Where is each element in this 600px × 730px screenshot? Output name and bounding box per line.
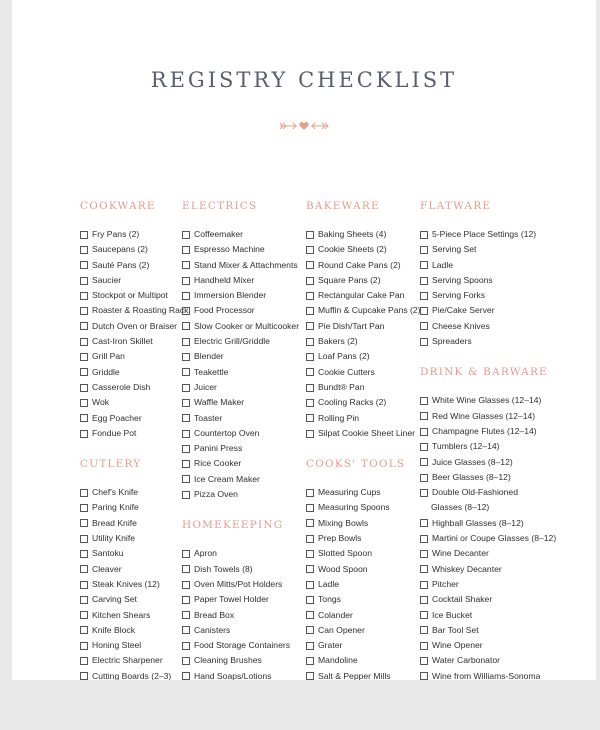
checkbox[interactable]	[182, 414, 190, 422]
checklist-item[interactable]: Electric Sharpener	[80, 653, 180, 668]
checklist-item[interactable]: Kitchen Shears	[80, 608, 180, 623]
checklist-item[interactable]: White Wine Glasses (12–14)	[420, 393, 550, 408]
checklist-item[interactable]: Pitcher	[420, 577, 550, 592]
checklist-item[interactable]: Roaster & Roasting Rack	[80, 303, 180, 318]
checkbox[interactable]	[182, 611, 190, 619]
checkbox[interactable]	[306, 353, 314, 361]
cutlery-list	[80, 485, 180, 680]
checklist-item[interactable]: Paper Towel Holder	[182, 592, 297, 607]
checklist-item[interactable]: Dutch Oven or Braiser	[80, 319, 180, 334]
checkbox[interactable]	[182, 657, 190, 665]
checklist-item[interactable]: Measuring Cups	[306, 485, 416, 500]
checklist-item[interactable]: Paring Knife	[80, 500, 180, 515]
section-heading-bakeware: BAKEWARE	[306, 200, 380, 212]
checkbox[interactable]	[80, 414, 88, 422]
checkbox[interactable]	[306, 338, 314, 346]
section-heading-cooks-tools: COOKS' TOOLS	[306, 458, 406, 471]
checkbox[interactable]	[306, 399, 314, 407]
checkbox[interactable]	[420, 581, 428, 589]
checkbox[interactable]	[420, 657, 428, 665]
checklist-item[interactable]: Rolling Pin	[306, 411, 416, 426]
checklist-item[interactable]: Beer Glasses (8–12)	[420, 470, 550, 485]
checkbox[interactable]	[306, 657, 314, 665]
checkbox[interactable]	[420, 535, 428, 543]
checklist-item[interactable]: Juice Glasses (8–12)	[420, 455, 550, 470]
checkbox[interactable]	[306, 550, 314, 558]
checkbox[interactable]	[420, 626, 428, 634]
checkbox[interactable]	[182, 384, 190, 392]
checkbox[interactable]	[420, 338, 428, 346]
checkbox[interactable]	[306, 368, 314, 376]
checklist-item[interactable]: Mixing Bowls	[306, 516, 416, 531]
checklist-item[interactable]: Water Carbonator	[420, 653, 550, 668]
checklist-item[interactable]: Silpat Cookie Sheet Liner	[306, 426, 416, 441]
checklist-item[interactable]: Stand Mixer & Attachments	[182, 258, 297, 273]
checkbox[interactable]	[80, 399, 88, 407]
checkbox[interactable]	[80, 642, 88, 650]
checkbox[interactable]	[80, 353, 88, 361]
checkbox[interactable]	[420, 565, 428, 573]
checklist-page	[12, 0, 596, 680]
checklist-item[interactable]: Waffle Maker	[182, 395, 297, 410]
checkbox[interactable]	[420, 458, 428, 466]
checklist-item[interactable]: Steak Knives (12)	[80, 577, 180, 592]
checklist-item[interactable]: Cocktail Shaker	[420, 592, 550, 607]
checkbox[interactable]	[182, 565, 190, 573]
checklist-item[interactable]: Spreaders	[420, 334, 550, 349]
bakeware-list	[306, 227, 421, 441]
section-heading-flatware: FLATWARE	[420, 200, 492, 212]
checklist-item[interactable]: Utility Knife	[80, 531, 180, 546]
checklist-item[interactable]: Blender	[182, 349, 297, 364]
column-3	[306, 200, 421, 680]
checklist-item[interactable]: Grill Pan	[80, 349, 180, 364]
checklist-item[interactable]: Tumblers (12–14)	[420, 439, 550, 454]
checkbox[interactable]	[182, 642, 190, 650]
checkbox[interactable]	[306, 611, 314, 619]
checkbox[interactable]	[306, 489, 314, 497]
checklist-item[interactable]: Serving Spoons	[420, 273, 550, 288]
checkbox[interactable]	[182, 491, 190, 499]
checkbox[interactable]	[306, 519, 314, 527]
arrow-heart-ornament-icon	[278, 119, 330, 133]
checkbox[interactable]	[306, 596, 314, 604]
checkbox[interactable]	[306, 642, 314, 650]
checkbox[interactable]	[420, 322, 428, 330]
checklist-item[interactable]: Cutting Boards (2–3)	[80, 669, 180, 680]
checkbox[interactable]	[306, 246, 314, 254]
checklist-item[interactable]: Saucepans (2)	[80, 242, 180, 257]
checklist-item[interactable]: Handheld Mixer	[182, 273, 297, 288]
checkbox[interactable]	[80, 504, 88, 512]
checklist-item[interactable]: Cast-Iron Skillet	[80, 334, 180, 349]
checkbox[interactable]	[80, 384, 88, 392]
checkbox[interactable]	[182, 368, 190, 376]
checklist-item[interactable]: Bread Knife	[80, 516, 180, 531]
checkbox[interactable]	[306, 430, 314, 438]
checklist-item[interactable]: Prep Bowls	[306, 531, 416, 546]
checklist-item[interactable]: Muffin & Cupcake Pans (2)	[306, 303, 416, 318]
checkbox[interactable]	[80, 550, 88, 558]
checklist-item[interactable]: Cooling Racks (2)	[306, 395, 416, 410]
checkbox[interactable]	[182, 460, 190, 468]
checkbox[interactable]	[306, 581, 314, 589]
checkbox[interactable]	[420, 596, 428, 604]
checkbox[interactable]	[420, 672, 428, 680]
checklist-item[interactable]: Baking Sheets (4)	[306, 227, 416, 242]
checkbox[interactable]	[80, 626, 88, 634]
checkbox[interactable]	[420, 307, 428, 315]
column-4	[420, 200, 557, 680]
checklist-item[interactable]: Cleaver	[80, 562, 180, 577]
checkbox[interactable]	[182, 277, 190, 285]
checkbox[interactable]	[306, 261, 314, 269]
page-title: REGISTRY CHECKLIST	[150, 68, 458, 92]
electrics-list	[182, 227, 300, 502]
checklist-item[interactable]: Carving Set	[80, 592, 180, 607]
checkbox[interactable]	[80, 231, 88, 239]
checklist-item[interactable]: Tongs	[306, 592, 416, 607]
cookware-list	[80, 227, 189, 441]
checkbox[interactable]	[80, 368, 88, 376]
section-heading-drink-barware: DRINK & BARWARE	[420, 366, 548, 379]
checklist-item[interactable]: Countertop Oven	[182, 426, 297, 441]
checkbox[interactable]	[80, 322, 88, 330]
checklist-item[interactable]: Champagne Flutes (12–14)	[420, 424, 550, 439]
checkbox[interactable]	[182, 475, 190, 483]
column-2	[182, 200, 300, 680]
checkbox[interactable]	[306, 504, 314, 512]
checkbox[interactable]	[306, 626, 314, 634]
checklist-item[interactable]: Double Old-Fashioned	[420, 485, 550, 500]
checkbox[interactable]	[182, 399, 190, 407]
checklist-item[interactable]: Chef's Knife	[80, 485, 180, 500]
checklist-item[interactable]: Saucier	[80, 273, 180, 288]
checkbox[interactable]	[182, 322, 190, 330]
checkbox[interactable]	[182, 672, 190, 680]
checklist-item[interactable]: Ladle	[420, 258, 550, 273]
checklist-item[interactable]: Slotted Spoon	[306, 546, 416, 561]
drink-barware-list	[420, 393, 557, 680]
column-1	[80, 200, 189, 680]
checkbox[interactable]	[420, 489, 428, 497]
checkbox[interactable]	[306, 414, 314, 422]
checklist-item[interactable]: Cleaning Brushes	[182, 653, 297, 668]
checkbox[interactable]	[80, 277, 88, 285]
checklist-item[interactable]: Food Processor	[182, 303, 297, 318]
checklist-item[interactable]: Panini Press	[182, 441, 297, 456]
checkbox[interactable]	[80, 307, 88, 315]
checkbox[interactable]	[80, 657, 88, 665]
checklist-item[interactable]: Food Storage Containers	[182, 638, 297, 653]
checklist-item[interactable]: Round Cake Pans (2)	[306, 258, 416, 273]
checklist-item[interactable]: Pizza Oven	[182, 487, 297, 502]
checklist-item[interactable]: Pie/Cake Server	[420, 303, 550, 318]
checklist-item[interactable]: Bundt® Pan	[306, 380, 416, 395]
checklist-item[interactable]: Grater	[306, 638, 416, 653]
checkbox[interactable]	[306, 292, 314, 300]
checkbox[interactable]	[182, 596, 190, 604]
checkbox[interactable]	[80, 596, 88, 604]
checkbox[interactable]	[306, 277, 314, 285]
checklist-item[interactable]: Griddle	[80, 365, 180, 380]
checkbox[interactable]	[80, 672, 88, 680]
checkbox[interactable]	[420, 261, 428, 269]
checklist-item[interactable]: Immersion Blender	[182, 288, 297, 303]
checklist-item[interactable]: Oven Mitts/Pot Holders	[182, 577, 297, 592]
checkbox[interactable]	[80, 292, 88, 300]
checkbox[interactable]	[80, 519, 88, 527]
checkbox[interactable]	[420, 474, 428, 482]
checklist-item[interactable]: Ladle	[306, 577, 416, 592]
checklist-item[interactable]: Juicer	[182, 380, 297, 395]
checkbox[interactable]	[420, 412, 428, 420]
checklist-item[interactable]: Wine from Williams-Sonoma	[420, 669, 550, 680]
checklist-item[interactable]: Red Wine Glasses (12–14)	[420, 409, 550, 424]
checkbox[interactable]	[80, 261, 88, 269]
checkbox[interactable]	[420, 246, 428, 254]
checkbox[interactable]	[80, 246, 88, 254]
checkbox[interactable]	[80, 535, 88, 543]
checklist-item[interactable]: Wood Spoon	[306, 562, 416, 577]
checklist-item[interactable]: Wine Opener	[420, 638, 550, 653]
checklist-item[interactable]: Wok	[80, 395, 180, 410]
checklist-item[interactable]: Measuring Spoons	[306, 500, 416, 515]
checklist-item[interactable]: Square Pans (2)	[306, 273, 416, 288]
checkbox[interactable]	[182, 292, 190, 300]
checkbox[interactable]	[420, 519, 428, 527]
checkbox[interactable]	[182, 338, 190, 346]
checkbox[interactable]	[80, 581, 88, 589]
checklist-item[interactable]: Egg Poacher	[80, 411, 180, 426]
checkbox[interactable]	[306, 672, 314, 680]
checklist-item[interactable]: Wine Decanter	[420, 546, 550, 561]
checklist-item[interactable]: Serving Forks	[420, 288, 550, 303]
checklist-item[interactable]: Martini or Coupe Glasses (8–12)	[420, 531, 550, 546]
checkbox[interactable]	[420, 428, 428, 436]
checklist-item[interactable]: Bread Box	[182, 608, 297, 623]
section-heading-electrics: ELECTRICS	[182, 200, 258, 212]
checkbox[interactable]	[420, 231, 428, 239]
checklist-item[interactable]: Dish Towels (8)	[182, 562, 297, 577]
checklist-item[interactable]: Honing Steel	[80, 638, 180, 653]
checklist-item[interactable]: Canisters	[182, 623, 297, 638]
checklist-item[interactable]: Ice Bucket	[420, 608, 550, 623]
checklist-item[interactable]: Coffeemaker	[182, 227, 297, 242]
checkbox[interactable]	[182, 231, 190, 239]
checkbox[interactable]	[80, 338, 88, 346]
checkbox[interactable]	[306, 307, 314, 315]
checkbox[interactable]	[182, 261, 190, 269]
checklist-item[interactable]: 5-Piece Place Settings (12)	[420, 227, 550, 242]
checkbox[interactable]	[182, 246, 190, 254]
checklist-item[interactable]: Mandoline	[306, 653, 416, 668]
checklist-item[interactable]: Pie Dish/Tart Pan	[306, 319, 416, 334]
flatware-list	[420, 227, 550, 349]
checkbox[interactable]	[306, 322, 314, 330]
section-heading-cookware: COOKWARE	[80, 200, 156, 212]
checkbox[interactable]	[182, 353, 190, 361]
checkbox[interactable]	[182, 307, 190, 315]
checkbox[interactable]	[306, 384, 314, 392]
checkbox[interactable]	[420, 642, 428, 650]
checklist-item[interactable]: Loaf Pans (2)	[306, 349, 416, 364]
checklist-item[interactable]: Knife Block	[80, 623, 180, 638]
checklist-item[interactable]: Rectangular Cake Pan	[306, 288, 416, 303]
checklist-item[interactable]: Electric Grill/Griddle	[182, 334, 297, 349]
checkbox[interactable]	[420, 397, 428, 405]
checklist-item[interactable]: Rice Cooker	[182, 456, 297, 471]
checkbox[interactable]	[420, 277, 428, 285]
checklist-item[interactable]: Whiskey Decanter	[420, 562, 550, 577]
checkbox[interactable]	[80, 565, 88, 573]
checklist-item[interactable]: Bar Tool Set	[420, 623, 550, 638]
checkbox[interactable]	[182, 626, 190, 634]
section-heading-homekeeping: HOMEKEEPING	[182, 519, 284, 532]
checklist-item[interactable]: Santoku	[80, 546, 180, 561]
checklist-item[interactable]: Ice Cream Maker	[182, 472, 297, 487]
checklist-item[interactable]: Apron	[182, 546, 297, 561]
checkbox[interactable]	[182, 581, 190, 589]
checkbox[interactable]	[182, 550, 190, 558]
checkbox[interactable]	[420, 443, 428, 451]
checkbox[interactable]	[420, 611, 428, 619]
checkbox[interactable]	[182, 445, 190, 453]
checkbox[interactable]	[80, 430, 88, 438]
checklist-item[interactable]: Stockpot or Multipot	[80, 288, 180, 303]
checklist-item[interactable]: Sauté Pans (2)	[80, 258, 180, 273]
checklist-item[interactable]: Cookie Cutters	[306, 365, 416, 380]
checklist-item[interactable]: Cookie Sheets (2)	[306, 242, 416, 257]
checklist-item[interactable]: Serving Set	[420, 242, 550, 257]
checkbox[interactable]	[80, 611, 88, 619]
checklist-item[interactable]: Salt & Pepper Mills	[306, 669, 416, 680]
checklist-item[interactable]: Fry Pans (2)	[80, 227, 180, 242]
checklist-item[interactable]: Highball Glasses (8–12)	[420, 516, 550, 531]
checklist-item[interactable]: Casserole Dish	[80, 380, 180, 395]
checklist-item[interactable]: Colander	[306, 608, 416, 623]
checklist-item[interactable]: Slow Cooker or Multicooker	[182, 319, 297, 334]
checkbox[interactable]	[182, 430, 190, 438]
checklist-item[interactable]: Toaster	[182, 411, 297, 426]
checklist-item[interactable]: Cheese Knives	[420, 319, 550, 334]
checkbox[interactable]	[80, 489, 88, 497]
checkbox[interactable]	[420, 550, 428, 558]
checklist-item[interactable]: Hand Soaps/Lotions	[182, 669, 297, 680]
checklist-item[interactable]: Bakers (2)	[306, 334, 416, 349]
checklist-item[interactable]: Fondue Pot	[80, 426, 180, 441]
checklist-item[interactable]: Espresso Machine	[182, 242, 297, 257]
section-heading-cutlery: CUTLERY	[80, 458, 142, 471]
checkbox[interactable]	[306, 231, 314, 239]
homekeeping-list	[182, 546, 297, 680]
checklist-item[interactable]: Teakettle	[182, 365, 297, 380]
checkbox[interactable]	[306, 535, 314, 543]
checklist-item-continuation: Glasses (8–12)	[431, 502, 490, 513]
checkbox[interactable]	[306, 565, 314, 573]
cooks-tools-list	[306, 485, 416, 680]
checkbox[interactable]	[420, 292, 428, 300]
checklist-item[interactable]: Can Opener	[306, 623, 416, 638]
